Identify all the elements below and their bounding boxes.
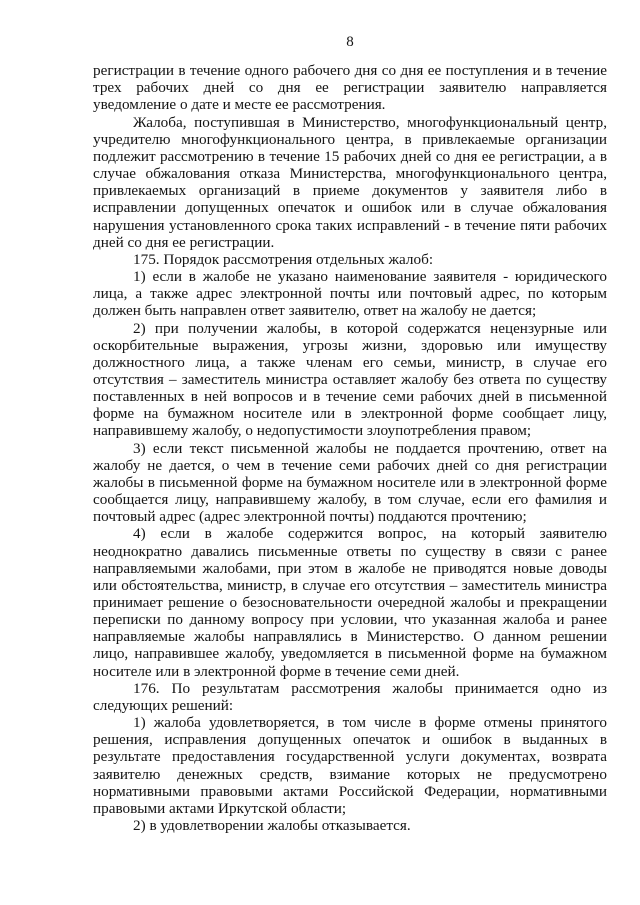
- paragraph: 175. Порядок рассмотрения отдельных жалоб:: [133, 250, 434, 268]
- paragraph: 4) если в жалобе содержится вопрос, на который заявителю неоднократно давались письменные ответы по существу в связи с ранее направляемыми жалобами, при этом в жалобе не приводятся новые доводы или обстоятельства, министр, в случае его отсутствия – заместитель министра принимает решение о безосновательности очередной жалобы и прекращении переписки по данному вопросу при условии, что указанная жалоба и ранее направляемые жалобы направлялись в Министерство. О данном решении лицо, направившее жалобу, уведомляется в письменной форме на бумажном носителе или в электронной форме в течение семи дней.: [93, 525, 607, 680]
- paragraph: регистрации в течение одного рабочего дня со дня ее поступления и в течение трех рабочих дней со дня ее регистрации заявителю направляется уведомление о дате и месте ее рассмотрения.: [93, 62, 607, 114]
- paragraph: 2) в удовлетворении жалобы отказывается.: [133, 817, 411, 835]
- paragraph: Жалоба, поступившая в Министерство, многофункциональный центр, учредителю многофункционального центра, в привлекаемые организации подлежит рассмотрению в течение 15 рабочих дней со дня ее регистрации, а в случае обжалования отказа Министерства, многофункционального центра, привлекаемых организаций в приеме документов у заявителя либо в исправлении допущенных опечаток и ошибок или в случае обжалования нарушения установленного срока таких исправлений - в течение пяти рабочих дней со дня ее регистрации.: [93, 113, 607, 251]
- paragraph: 3) если текст письменной жалобы не поддается прочтению, ответ на жалобу не дается, о чем в течение семи рабочих дней со дня регистрации жалобы в письменной форме на бумажном носителе или в электронной форме сообщается лицу, направившему жалобу, в том случае, если его фамилия и почтовый адрес (адрес электронной почты) поддаются прочтению;: [93, 439, 607, 526]
- paragraph: 1) если в жалобе не указано наименование заявителя - юридического лица, а также адрес электронной почты или почтовый адрес, по которым должен быть направлен ответ заявителю, ответ на жалобу не дается;: [93, 268, 607, 320]
- paragraph: 1) жалоба удовлетворяется, в том числе в форме отмены принятого решения, исправления допущенных опечаток и ошибок в выданных в результате предоставления государственной услуги документах, возврата заявителю денежных средств, взимание которых не предусмотрено нормативными правовыми актами Российской Федерации, нормативными правовыми актами Иркутской области;: [93, 714, 607, 817]
- page-number: 8: [346, 34, 354, 50]
- paragraph: 2) при получении жалобы, в которой содержатся нецензурные или оскорбительные выражения, угрозы жизни, здоровью или имуществу должностного лица, а также членам его семьи, министр, в случае его отсутствия – заместитель министра оставляет жалобу без ответа по существу поставленных в ней вопросов и в течение семи рабочих дней в письменной форме на бумажном носителе или в электронной форме сообщает лицу, направившему жалобу, о недопустимости злоупотребления правом;: [93, 319, 607, 440]
- paragraph: 176. По результатам рассмотрения жалобы принимается одно из следующих решений:: [93, 679, 607, 714]
- document-body: [93, 62, 607, 834]
